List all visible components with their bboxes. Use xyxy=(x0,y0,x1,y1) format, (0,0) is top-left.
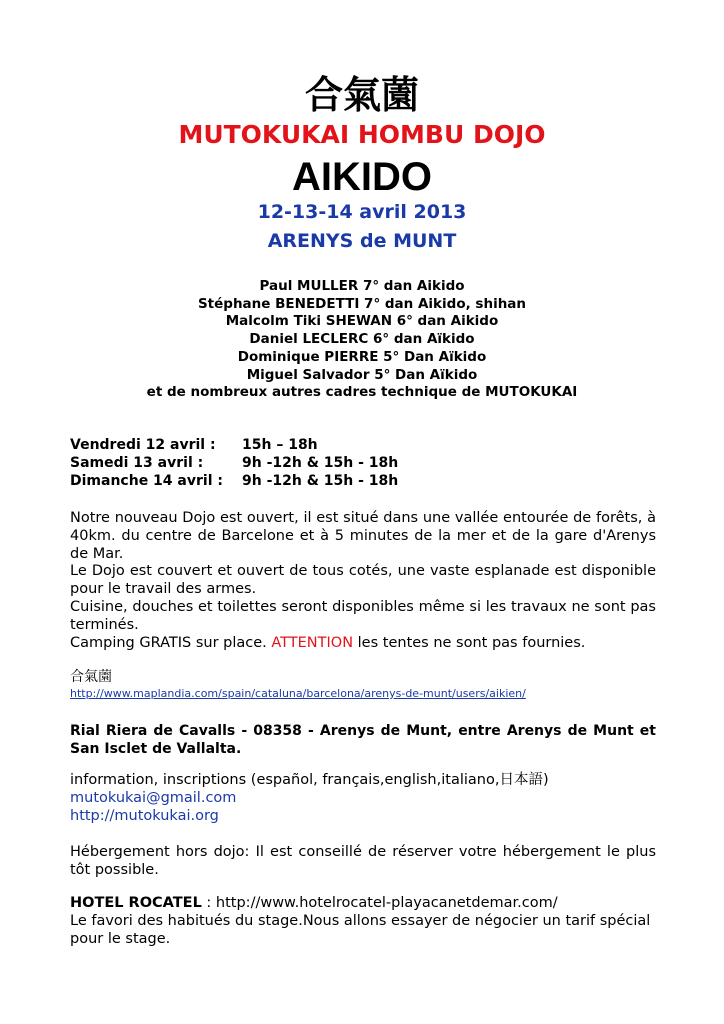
teacher-line: Paul MULLER 7° dan Aikido xyxy=(259,278,465,294)
teacher-line: Miguel Salvador 5° Dan Aïkido xyxy=(246,366,478,383)
dojo-address: Rial Riera de Cavalls - 08358 - Arenys de Munt, entre Arenys de Munt et San Isclet de Vallalta. xyxy=(70,723,656,757)
description-paragraph: Notre nouveau Dojo est ouvert, il est situé dans une vallée entourée de forêts, à 40km. du centre de Barcelone et à 5 minutes de la mer et de la gare d'Arenys de Mar. xyxy=(70,510,656,562)
teacher-line: Malcolm Tiki SHEWAN 6° dan Aikido xyxy=(225,313,499,330)
teacher-line: Stéphane BENEDETTI 7° dan Aikido, shihan xyxy=(197,295,527,312)
schedule-row xyxy=(70,436,398,454)
event-location: ARENYS de MUNT xyxy=(267,230,457,252)
schedule-day: Samedi 13 avril : xyxy=(70,455,204,471)
schedule-day: Dimanche 14 avril : xyxy=(70,473,223,489)
hotel-note: Le favori des habitués du stage.Nous allons essayer de négocier un tarif spécial pour le stage. xyxy=(70,912,651,947)
contact-info xyxy=(70,772,656,825)
discipline-title: AIKIDO xyxy=(292,155,432,199)
schedule-row xyxy=(70,472,398,490)
schedule-day: Vendredi 12 avril : xyxy=(70,437,216,453)
inscriptions-line: information, inscriptions (español, français,english,italiano,日本語) xyxy=(70,772,549,788)
website-link[interactable]: http://mutokukai.org xyxy=(70,807,219,824)
description xyxy=(70,510,656,652)
map-kanji: 合氣薗 xyxy=(70,669,112,685)
kanji-title: 合氣薗 xyxy=(304,73,419,117)
hotel-line xyxy=(70,895,656,913)
tents-text: les tentes ne sont pas fournies. xyxy=(353,634,586,651)
description-paragraph: Cuisine, douches et toilettes seront disponibles même si les travaux ne sont pas terminés. xyxy=(70,598,656,633)
email-link[interactable]: mutokukai@gmail.com xyxy=(70,789,237,806)
schedule-hours: 9h -12h & 15h - 18h xyxy=(242,473,399,489)
teacher-line: et de nombreux autres cadres technique de MUTOKUKAI xyxy=(146,384,578,401)
schedule xyxy=(70,436,398,490)
teacher-line: Daniel LECLERC 6° dan Aïkido xyxy=(249,331,475,348)
schedule-hours: 15h – 18h xyxy=(242,437,318,453)
hotel-url[interactable]: : http://www.hotelrocatel-playacanetdemar.com/ xyxy=(201,895,558,911)
description-paragraph: Le Dojo est couvert et ouvert de tous cotés, une vaste esplanade est disponible pour le travail des armes. xyxy=(70,563,656,598)
attention-text: ATTENTION xyxy=(271,634,354,651)
camping-text: Camping GRATIS sur place. xyxy=(70,634,272,651)
teacher-line: Dominique PIERRE 5° Dan Aïkido xyxy=(237,348,487,365)
lodging-note: Hébergement hors dojo: Il est conseillé de réserver votre hébergement le plus tôt possible. xyxy=(70,844,656,878)
dojo-name: MUTOKUKAI HOMBU DOJO xyxy=(178,120,546,149)
hotel-name: HOTEL ROCATEL xyxy=(70,895,202,911)
schedule-row xyxy=(70,454,398,472)
teacher-list xyxy=(0,278,724,402)
camping-paragraph xyxy=(70,635,656,653)
schedule-hours: 9h -12h & 15h - 18h xyxy=(242,455,399,471)
map-link[interactable]: http://www.maplandia.com/spain/cataluna/barcelona/arenys-de-munt/users/aikien/ xyxy=(70,687,526,700)
hotel-info xyxy=(70,895,656,948)
event-dates: 12-13-14 avril 2013 xyxy=(257,201,467,223)
